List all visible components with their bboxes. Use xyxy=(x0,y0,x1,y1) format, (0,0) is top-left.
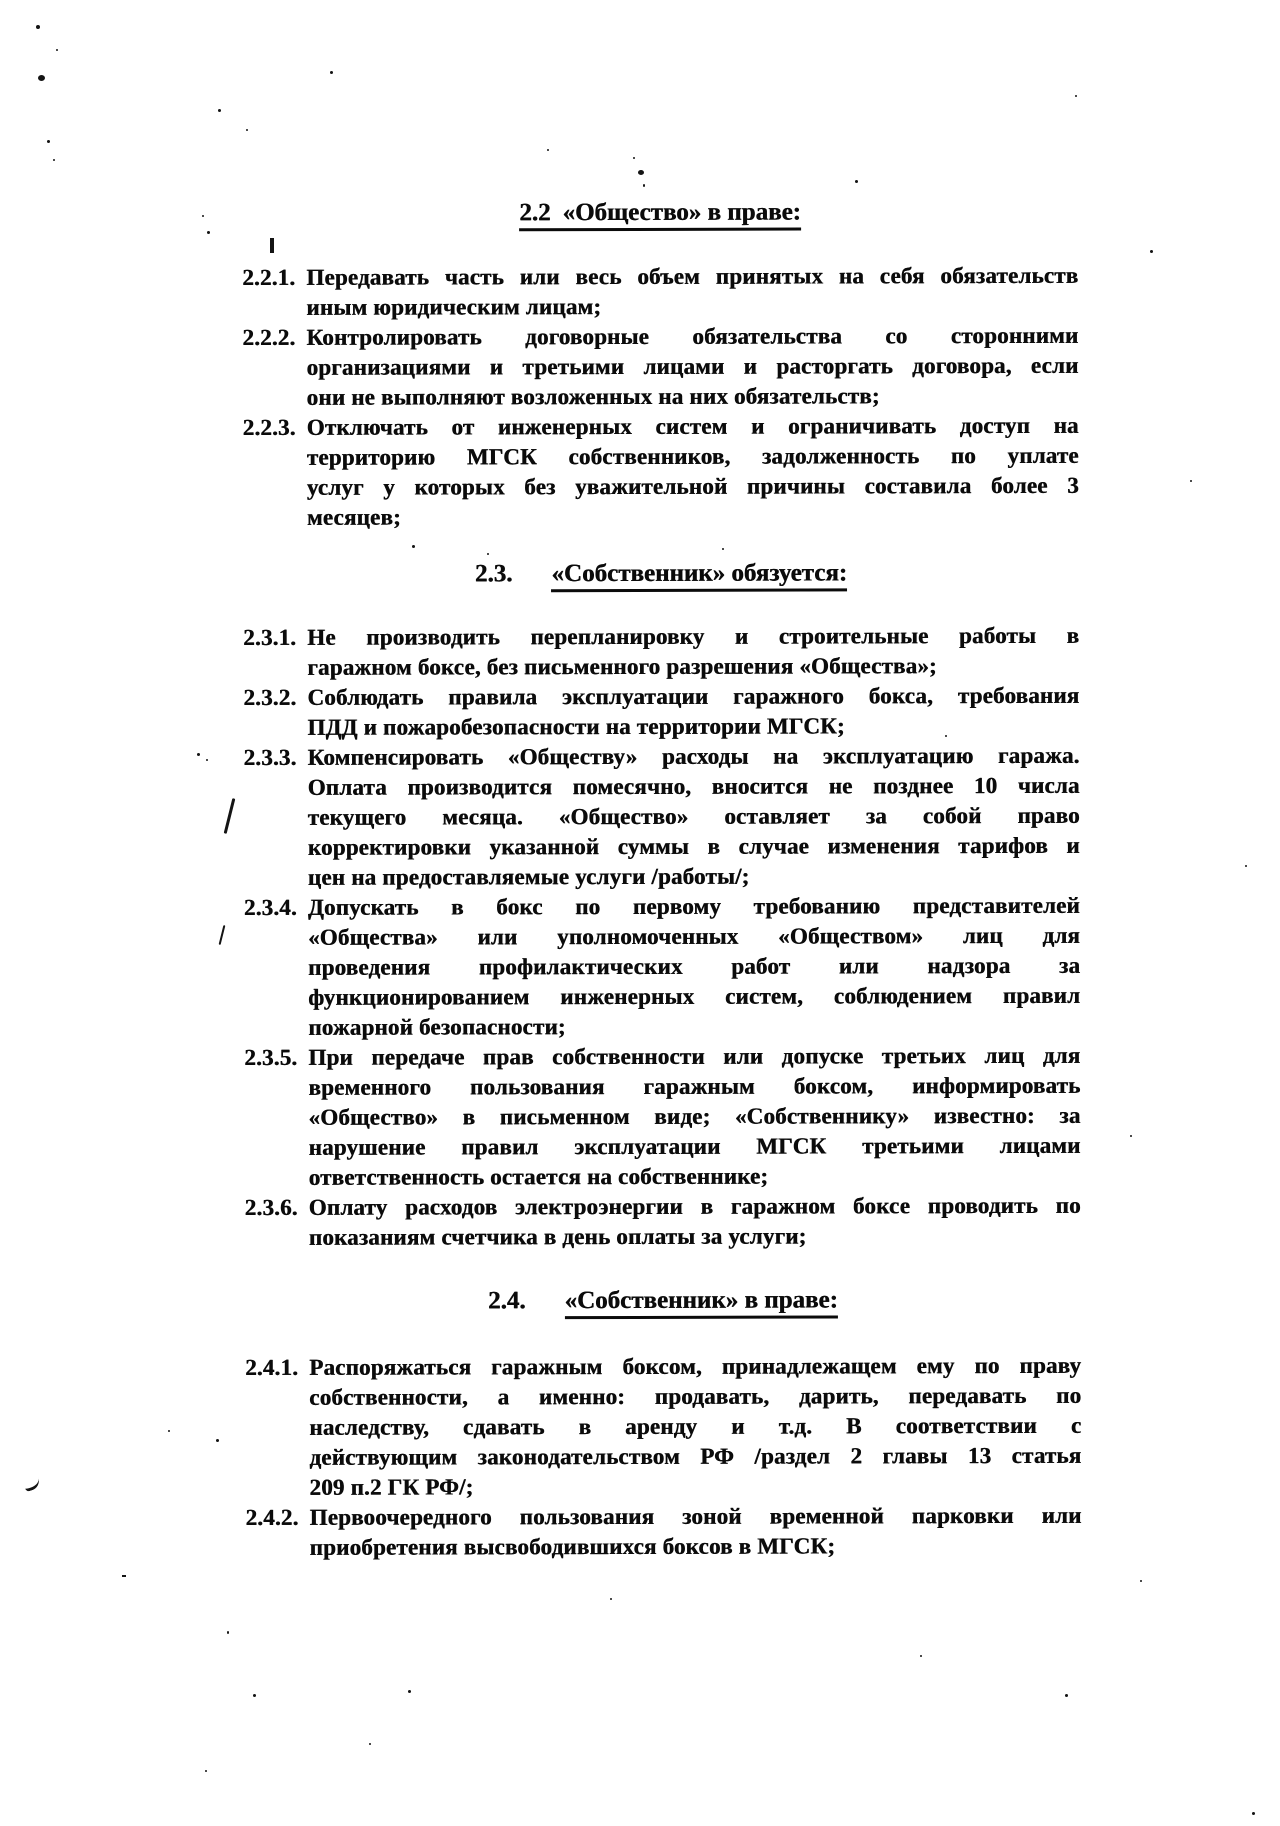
scan-speck xyxy=(633,157,635,159)
item-body xyxy=(308,1041,1080,1193)
section-heading xyxy=(245,1283,1081,1318)
text-line: показаниям счетчика в день оплаты за услуги; xyxy=(308,1223,807,1250)
list-item xyxy=(245,1191,1081,1253)
text-line: цен на предоставляемые услуги /работы/; xyxy=(307,863,750,890)
scan-speck xyxy=(253,1694,256,1697)
scan-speck xyxy=(369,1743,371,1745)
heading-title: «Собственник» в праве: xyxy=(564,1286,837,1319)
item-number: 2.2.2. xyxy=(242,324,296,350)
scan-speck xyxy=(168,1430,170,1432)
text-line: Не производить перепланировку и строительные работы в xyxy=(307,622,1080,650)
scan-speck xyxy=(1245,865,1247,867)
heading-number: 2.2 xyxy=(519,199,551,227)
scan-curl xyxy=(23,1476,42,1492)
heading-number: 2.3. xyxy=(474,560,513,588)
item-body xyxy=(307,741,1079,893)
text-line: они не выполняют возложенных на них обязательств; xyxy=(306,383,880,410)
text-line: При передаче прав собственности или допуске третьих лиц для xyxy=(308,1042,1081,1070)
item-body xyxy=(307,681,1079,743)
list-item xyxy=(243,621,1079,683)
text-line: Оплату расходов электроэнергии в гаражном боксе проводить по xyxy=(308,1192,1081,1220)
document-content xyxy=(242,195,1082,1563)
text-line: Контролировать договорные обязательства со сторонними xyxy=(306,322,1079,350)
scan-speck xyxy=(1150,250,1153,253)
scan-speck xyxy=(227,1631,229,1634)
list-item xyxy=(244,1041,1080,1193)
text-line: Распоряжаться гаражным боксом, принадлежащем ему по праву xyxy=(309,1352,1082,1380)
text-line: корректировки указанной суммы в случае изменения тарифов и xyxy=(307,832,1080,860)
item-number: 2.4.1. xyxy=(245,1354,299,1380)
text-line: территорию МГСК собственников, задолженность по уплате xyxy=(306,442,1079,470)
scan-speck xyxy=(855,180,858,183)
item-body xyxy=(306,261,1078,323)
text-line: собственности, а именно: продавать, дарить, передавать по xyxy=(309,1382,1082,1410)
section-heading xyxy=(242,195,1078,230)
text-line: услуг у которых без уважительной причины составила более 3 xyxy=(306,472,1079,500)
text-line: проведения профилактических работ или надзора за xyxy=(307,952,1081,980)
item-number: 2.2.3. xyxy=(242,414,296,440)
section-2-4 xyxy=(245,1283,1082,1563)
scan-speck xyxy=(408,1690,411,1693)
item-number: 2.3.2. xyxy=(243,684,297,710)
heading-title: «Общество» в праве: xyxy=(562,198,801,227)
text-line: нарушение правил эксплуатации МГСК третьими лицами xyxy=(308,1132,1081,1160)
scan-speck xyxy=(610,1598,612,1600)
text-line: организациями и третьими лицами и расторгать договора, если xyxy=(306,352,1079,380)
item-number: 2.3.1. xyxy=(243,624,297,650)
text-line: ПДД и пожаробезопасности на территории МГСК; xyxy=(307,713,845,740)
scan-speck xyxy=(38,75,45,81)
text-line: временного пользования гаражным боксом, информировать xyxy=(308,1072,1081,1100)
text-line: Передавать часть или весь объем принятых на себя обязательств xyxy=(306,262,1079,290)
item-number: 2.3.5. xyxy=(244,1044,298,1070)
scan-slash xyxy=(219,925,226,945)
scan-speck xyxy=(547,149,549,151)
scan-speck xyxy=(643,184,645,187)
scan-speck xyxy=(945,735,947,737)
item-number: 2.3.4. xyxy=(243,894,297,920)
text-line: гаражном боксе, без письменного разрешения «Общества»; xyxy=(307,653,937,680)
heading-number: 2.4. xyxy=(487,1287,526,1315)
heading-underlined-wrap xyxy=(519,199,801,232)
item-number: 2.3.3. xyxy=(243,744,297,770)
scan-speck xyxy=(487,553,489,555)
scan-speck xyxy=(205,1770,207,1772)
item-body xyxy=(307,411,1079,533)
text-line: Оплата производится помесячно, вносится не позднее 10 числа xyxy=(307,772,1080,800)
scan-speck xyxy=(1252,1812,1255,1815)
item-body xyxy=(309,1191,1081,1253)
text-line: пожарной безопасности; xyxy=(308,1014,566,1040)
scan-speck xyxy=(330,71,333,74)
scan-speck xyxy=(1140,1580,1142,1582)
scan-speck xyxy=(202,215,204,217)
scan-speck xyxy=(1065,1694,1068,1697)
item-body xyxy=(306,321,1078,413)
text-line: наследству, сдавать в аренду и т.д. В соответствии с xyxy=(309,1412,1082,1440)
item-number: 2.3.6. xyxy=(244,1194,298,1220)
section-2-3 xyxy=(243,556,1081,1253)
heading-title: «Собственник» обязуется: xyxy=(551,559,847,592)
item-number: 2.2.1. xyxy=(242,264,296,290)
scan-speck xyxy=(1075,95,1077,97)
text-line: Отключать от инженерных систем и ограничивать доступ на xyxy=(306,412,1079,440)
item-body xyxy=(307,621,1079,683)
text-line: «Общество» в письменном виде; «Собственнику» известно: за xyxy=(308,1102,1081,1130)
list-item xyxy=(245,1351,1081,1503)
scan-speck xyxy=(638,170,644,175)
text-line: текущего месяца. «Общество» оставляет за собой право xyxy=(307,802,1080,830)
item-body xyxy=(308,891,1080,1043)
item-body xyxy=(309,1351,1081,1503)
section-heading xyxy=(243,556,1079,591)
scan-speck xyxy=(216,1439,219,1442)
text-line: действующим законодательством РФ /раздел 2 главы 13 статья xyxy=(309,1442,1082,1470)
scan-speck xyxy=(218,109,221,112)
text-line: «Общества» или уполномоченных «Обществом» лиц для xyxy=(307,922,1080,950)
text-line: приобретения высвободившихся боксов в МГСК; xyxy=(309,1533,836,1560)
section-2-2 xyxy=(242,195,1079,533)
list-item xyxy=(242,261,1078,323)
scan-speck xyxy=(722,548,724,550)
scan-speck xyxy=(1130,1135,1132,1137)
scan-speck xyxy=(53,159,55,161)
item-body xyxy=(309,1501,1081,1563)
scan-speck xyxy=(207,231,210,234)
scan-speck xyxy=(47,140,50,143)
list-item xyxy=(245,1501,1081,1563)
text-line: Компенсировать «Обществу» расходы на эксплуатацию гаража. xyxy=(307,742,1080,770)
text-line: иным юридическим лицам; xyxy=(306,294,602,320)
item-number: 2.4.2. xyxy=(245,1504,299,1530)
scan-speck xyxy=(36,25,40,29)
list-item xyxy=(243,741,1079,893)
scan-speck xyxy=(206,759,208,761)
list-item xyxy=(243,411,1079,533)
text-line: Допускать в бокс по первому требованию представителей xyxy=(307,892,1080,920)
text-line: Первоочередного пользования зоной временной парковки или xyxy=(309,1502,1082,1530)
scan-slash xyxy=(224,798,236,834)
scan-speck xyxy=(122,1575,126,1577)
list-item xyxy=(244,891,1080,1043)
text-line: ответственность остается на собственнике; xyxy=(308,1163,769,1190)
scan-speck xyxy=(56,49,58,51)
scan-speck xyxy=(1190,480,1192,482)
text-line: Соблюдать правила эксплуатации гаражного бокса, требования xyxy=(307,682,1080,710)
scan-speck xyxy=(412,545,415,548)
list-item xyxy=(243,681,1079,743)
scan-speck xyxy=(246,129,248,131)
scan-speck xyxy=(920,1655,922,1657)
list-item xyxy=(242,321,1078,413)
text-line: месяцев; xyxy=(306,504,401,530)
scan-dash xyxy=(270,238,274,253)
scan-speck xyxy=(197,753,200,756)
text-line: 209 п.2 ГК РФ/; xyxy=(309,1474,474,1500)
text-line: функционированием инженерных систем, соблюдением правил xyxy=(308,982,1081,1010)
